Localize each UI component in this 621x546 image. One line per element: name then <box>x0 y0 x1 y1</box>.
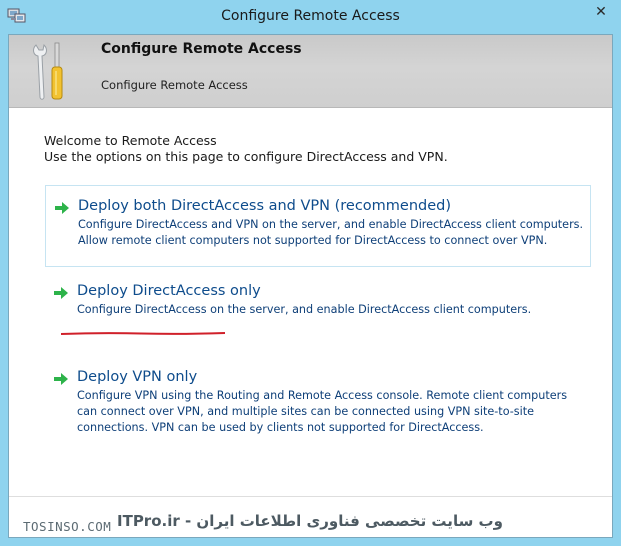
option-description: Configure DirectAccess and VPN on the server, and enable DirectAccess client computers. Allow remote client computers not supported for DirectAccess to connect over VPN. <box>78 218 584 247</box>
green-arrow-icon <box>55 202 69 214</box>
title-bar[interactable] <box>0 0 621 34</box>
watermark-tosinso: TOSINSO.COM <box>23 519 112 534</box>
option-deploy-vpn-only[interactable] <box>45 357 591 457</box>
close-icon: ✕ <box>595 4 607 20</box>
wrench-screwdriver-icon <box>30 41 68 101</box>
wizard-client-area <box>8 34 613 538</box>
welcome-text <box>44 133 448 165</box>
close-button[interactable] <box>583 0 619 24</box>
option-title: Deploy both DirectAccess and VPN (recommended) <box>78 198 452 214</box>
welcome-heading: Welcome to Remote Access <box>44 133 217 148</box>
option-deploy-directaccess-only[interactable] <box>45 271 591 331</box>
option-title: Deploy DirectAccess only <box>77 283 261 299</box>
option-description: Configure VPN using the Routing and Remote Access console. Remote client computers can connect over VPN, and multiple sites can be connected using VPN site-to-site connections. VPN can be used by clients not supported for DirectAccess. <box>77 389 568 434</box>
footer-divider <box>9 496 612 497</box>
header-title: Configure Remote Access <box>101 41 302 57</box>
welcome-instructions: Use the options on this page to configure DirectAccess and VPN. <box>44 149 448 164</box>
green-arrow-icon <box>54 373 68 385</box>
option-description: Configure DirectAccess on the server, and enable DirectAccess client computers. <box>77 303 532 316</box>
green-arrow-icon <box>54 287 68 299</box>
option-deploy-both[interactable] <box>45 185 591 267</box>
red-underline-annotation <box>61 332 225 335</box>
window-title: Configure Remote Access <box>221 8 400 24</box>
option-title: Deploy VPN only <box>77 369 198 385</box>
watermark-itpro: وب سایت تخصصی فناوری اطلاعات ایران - ITPro.ir <box>117 512 503 530</box>
wizard-header <box>9 35 612 108</box>
header-subtitle: Configure Remote Access <box>101 78 248 92</box>
